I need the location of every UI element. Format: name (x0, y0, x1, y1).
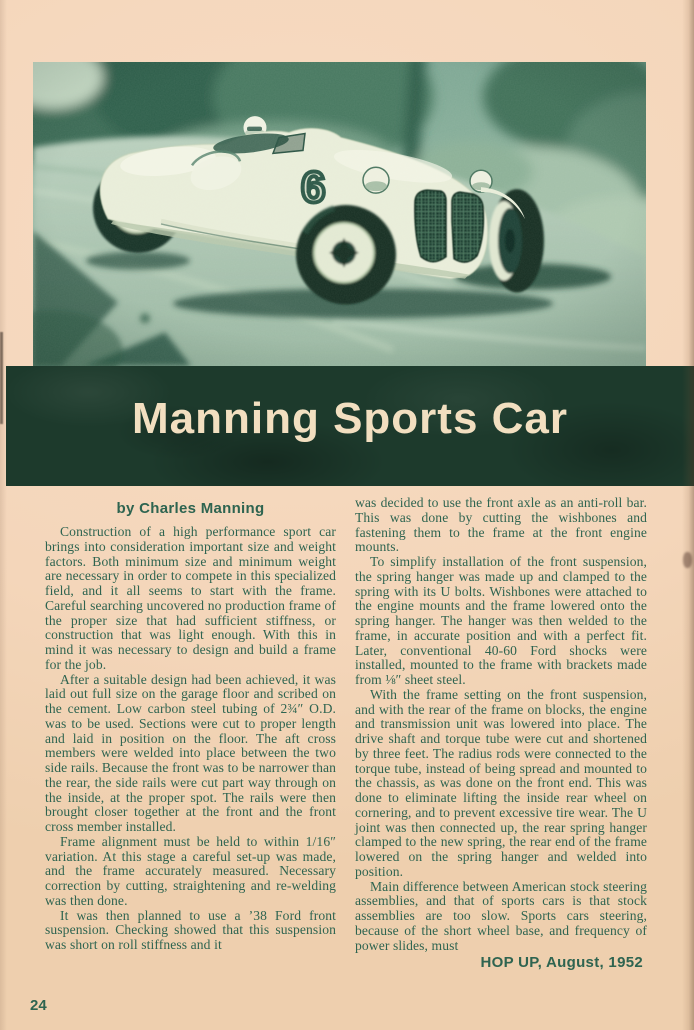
paragraph: To simplify installation of the front suspension, the spring hanger was made up and clamped to the spring with its U bolts. Wishbones were attached to the engine mounts and the frame lowered onto the spring hanger. The hanger was then welded to the frame, in accurate position and with a perfect fit. Later, conventional 40-60 Ford shocks were installed, mounted to the frame with brackets made from ⅛″ sheet steel. (355, 554, 647, 687)
page-left-edge (0, 0, 7, 1030)
page-left-edge-mark (0, 332, 3, 424)
paragraph: was decided to use the front axle as an anti-roll bar. This was done by cutting the wishbones and fastening them to the frame at the front engine mounts. (355, 495, 647, 555)
paragraph: Construction of a high performance sport car brings into consideration important size and weight factors. Both minimum size and minimum weight are necessary in order to compete in this specialized field, and it all seems to start with the frame. Careful searching uncovered no production frame of the proper size that had sufficient stiffness, or construction that was light enough. With this in mind it was necessary to design and build a frame for the job. (45, 524, 336, 672)
paragraph: After a suitable design had been achieved, it was laid out full size on the garage floor and scribed on the cement. Low carbon steel tubing of 2¾″ O.D. was to be used. Sections were cut to proper length and laid in position on the floor. The aft cross members were welded into place between the two side rails. Because the front was to be narrower than the rear, the side rails were cut part way through on the inside, at the proper spot. The rails were then brought closer together at the front and the front cross member installed. (45, 671, 336, 834)
magazine-footer: HOP UP, August, 1952 (480, 954, 643, 972)
left-column-text (45, 525, 336, 953)
paragraph: It was then planned to use a ’38 Ford front suspension. Checking showed that this suspension was short on roll stiffness and it (45, 907, 336, 952)
paragraph: Frame alignment must be held to within 1/16″ variation. At this stage a careful set-up was made, and the frame accurately measured. Necessary correction by cutting, straightening and re-welding was then done. (45, 833, 336, 908)
byline: by Charles Manning (116, 500, 265, 517)
title-banner (6, 366, 694, 486)
car-photo (33, 62, 646, 366)
car-photo-illustration (33, 62, 646, 366)
photo-vignette (33, 62, 646, 366)
article-title: Manning Sports Car (131, 394, 569, 443)
left-column (45, 500, 336, 953)
ink-smudge (683, 552, 692, 568)
paragraph: Main difference between American stock steering assemblies, and that of sports cars is that stock assemblies are too slow. Sports cars steering, because of the short wheel base, and frequency of power slides, must (355, 878, 647, 953)
page-number: 24 (30, 997, 47, 1014)
paragraph: With the frame setting on the front suspension, and with the rear of the frame on blocks, the engine and transmission unit was lowered into place. The drive shaft and torque tube were cut and shortened by three feet. The radius rods were connected to the torque tube, instead of being spread and mounted to the chassis, as was done on the front end. This was done to eliminate lifting the inside rear wheel on cornering, and to prevent excessive tire wear. The U joint was then connected up, the rear spring hanger clamped to the new spring, the rear end of the frame lowered on the spring hanger and welded into position. (355, 686, 647, 879)
right-column (355, 496, 647, 972)
right-column-text (355, 496, 647, 953)
page-right-edge (682, 0, 694, 1030)
